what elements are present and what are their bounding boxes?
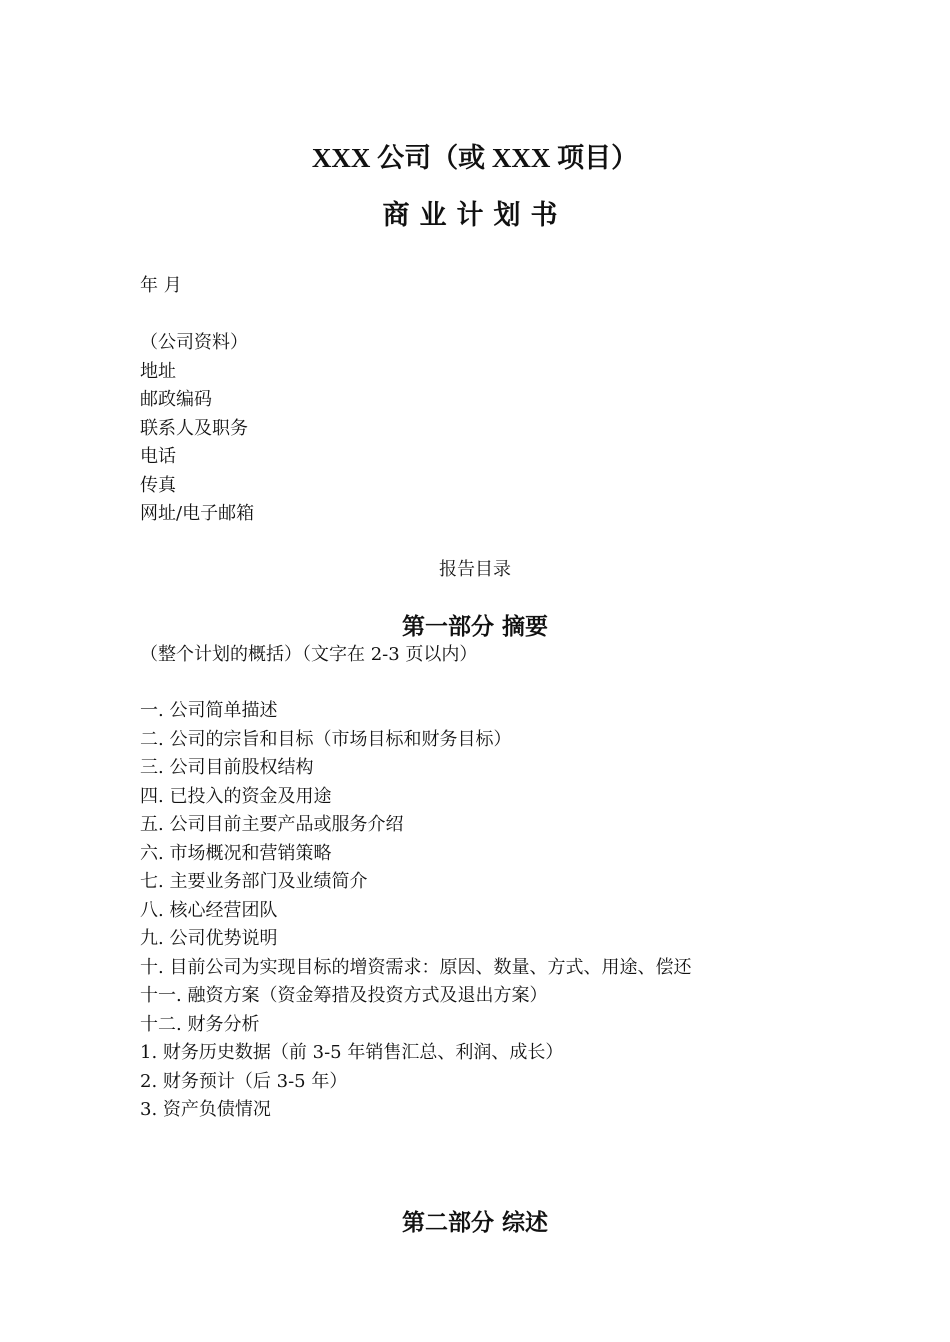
list-item: 五. 公司目前主要产品或服务介绍 [140, 814, 404, 835]
list-item: 六. 市场概况和营销策略 [140, 842, 332, 864]
part1-note-block [140, 641, 477, 670]
list-item: 三. 公司目前股权结构 [140, 757, 314, 778]
list-item: 七. 主要业务部门及业绩简介 [140, 871, 368, 892]
part1-title: 第一部分 摘要 [401, 613, 548, 640]
company-info-heading: （公司资料） [140, 332, 248, 353]
list-item: 1. 财务历史数据（前 3-5 年销售汇总、利润、成长） [140, 1042, 564, 1063]
list-item: 十. 目前公司为实现目标的增资需求：原因、数量、方式、用途、偿还 [140, 956, 692, 978]
part1-outline-list [140, 697, 691, 1125]
document-subtitle: 商业计划书 [382, 200, 568, 231]
list-item: 八. 核心经营团队 [140, 899, 278, 921]
company-info-block [140, 329, 254, 529]
company-info-address: 地址 [140, 360, 176, 382]
company-info-fax: 传真 [140, 474, 176, 496]
list-item: 十一. 融资方案（资金筹措及投资方式及退出方案） [140, 985, 548, 1006]
list-item: 十二. 财务分析 [140, 1013, 260, 1035]
list-item: 九. 公司优势说明 [140, 928, 278, 949]
part1-note: （整个计划的概括）（文字在 2-3 页以内） [140, 644, 478, 665]
company-info-phone: 电话 [140, 446, 176, 467]
company-info-web-email: 网址/电子邮箱 [140, 503, 255, 524]
list-item: 2. 财务预计（后 3-5 年） [140, 1070, 348, 1092]
list-item: 3. 资产负债情况 [140, 1099, 271, 1120]
date-line-block [140, 272, 182, 301]
toc-title: 报告目录 [439, 559, 511, 580]
list-item: 四. 已投入的资金及用途 [140, 785, 332, 807]
document-title: XXX 公司（或 XXX 项目） [311, 143, 639, 173]
date-line: 年 月 [140, 275, 182, 296]
part2-title: 第二部分 综述 [401, 1209, 548, 1236]
list-item: 一. 公司简单描述 [140, 700, 278, 721]
company-info-postcode: 邮政编码 [140, 389, 212, 410]
list-item: 二. 公司的宗旨和目标（市场目标和财务目标） [140, 728, 512, 750]
company-info-contact: 联系人及职务 [140, 417, 248, 439]
